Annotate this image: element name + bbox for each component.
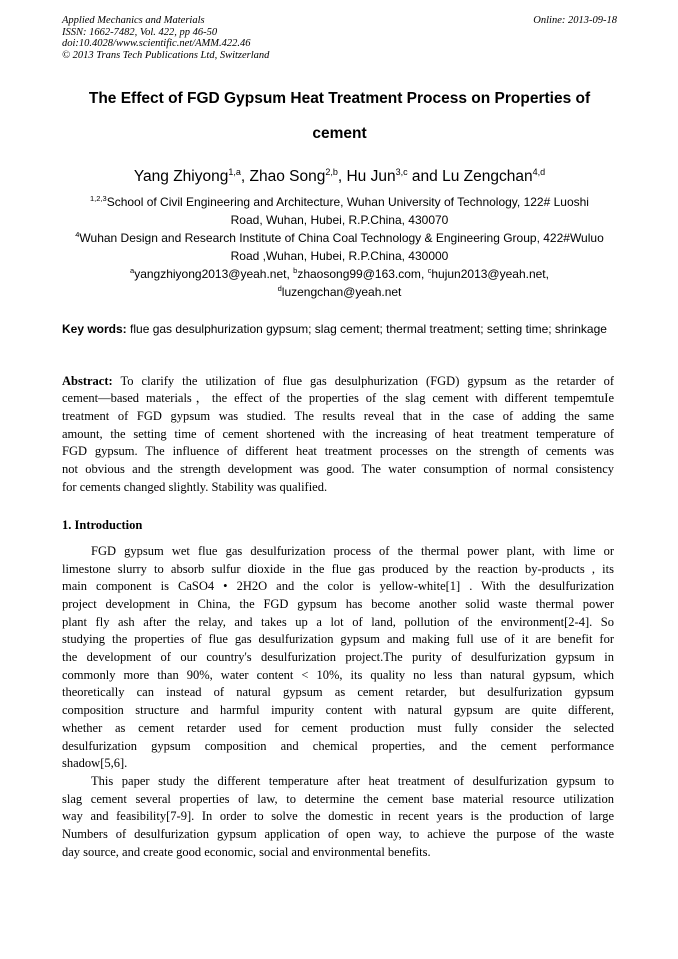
abstract-line: cement—based materials，the effect of the properties of the slag cement with different tempemtuIe xyxy=(62,391,614,405)
doi-line: doi:10.4028/www.scientific.net/AMM.422.46 xyxy=(62,38,251,50)
affiliation-2-line-1 xyxy=(62,230,617,247)
online-date: Online: 2013-09-18 xyxy=(533,15,617,26)
abstract-line: not obvious and the strength development was good. The water consumption of normal consistency xyxy=(62,462,614,476)
email-line-2 xyxy=(62,284,617,301)
paper-title-line-1: The Effect of FGD Gypsum Heat Treatment Process on Properties of xyxy=(88,90,591,107)
journal-header xyxy=(62,15,617,61)
issn-line: ISSN: 1662-7482, Vol. 422, pp 46-50 xyxy=(62,26,218,38)
abstract-label: Abstract: xyxy=(62,374,113,388)
section-heading-introduction: 1. Introduction xyxy=(62,518,143,532)
affiliation-1-line-2: Road, Wuhan, Hubei, R.P.China, 430070 xyxy=(230,213,449,227)
abstract-line: FGD gypsum. The influence of different heat treatment processes on the strength of cements was xyxy=(62,444,614,458)
email-sup: b xyxy=(293,266,298,275)
paragraph-line: studying the properties of flue gas desulfurization gypsum and making full use of it are benefit for xyxy=(62,632,614,646)
author-separator: , xyxy=(337,168,347,185)
author-name: Yang Zhiyong xyxy=(133,168,229,185)
author-separator: , xyxy=(240,168,250,185)
paper-title-line-2: cement xyxy=(312,125,367,142)
paragraph-line: plant fly ash after the relay, and takes up a lot of land, pollution of the environment[2-4]. So xyxy=(62,615,614,629)
abstract-text: To clarify the utilization of flue gas desulphurization (FGD) gypsum as the retarder of xyxy=(120,374,614,388)
keywords xyxy=(62,320,614,338)
email-sup: d xyxy=(277,284,282,293)
abstract-line: treatment of FGD gypsum was studied. The results reveal that in the case of adding the same xyxy=(62,409,614,423)
email-separator: , xyxy=(286,267,294,281)
paragraph-line: desulfurization gypsum composition and chemical properties, and the cement performance xyxy=(62,739,614,753)
paragraph-line: whether as cement retarder used for cement production must fully consider the selected xyxy=(62,721,614,735)
affiliation-1-line-1 xyxy=(62,194,617,211)
author-name: Hu Jun xyxy=(346,168,396,185)
author-list xyxy=(62,167,617,187)
paragraph-line: limestone slurry to absorb sulfur dioxide in the flue gas produced by the reaction by-products , its xyxy=(62,562,614,576)
paragraph-line: This paper study the different temperature after heat treatment of desulfurization gypsum to xyxy=(91,774,614,788)
email-line-1 xyxy=(62,266,617,283)
abstract-line xyxy=(62,373,614,390)
copyright-line: © 2013 Trans Tech Publications Ltd, Switzerland xyxy=(62,49,270,61)
affiliation-sup: 4 xyxy=(75,230,80,239)
paragraph-line: commonly more than 90%, water content < 10%, its quality no less than natural gypsum, which xyxy=(62,668,614,682)
author-name: Zhao Song xyxy=(249,168,326,185)
author-name: Lu Zengchan xyxy=(442,168,533,185)
paragraph-line: day source, and create good economic, social and environmental benefits. xyxy=(62,845,431,859)
abstract-line: amount, the setting time of cement shortened with the increasing of heat treatment temperature of xyxy=(62,427,614,441)
paragraph-line: composition structure and harmful impurity content with natural gypsum are quite different, xyxy=(62,703,614,717)
email-address: yangzhiyong2013@yeah.net xyxy=(134,267,287,281)
paragraph-line: way and feasibility[7-9]. In order to solve the domestic in recent years is the production of large xyxy=(62,809,614,823)
affiliation-2-line-2: Road ,Wuhan, Hubei, R.P.China, 430000 xyxy=(230,249,449,263)
email-sup: c xyxy=(427,266,432,275)
paragraph-line: slag cement several properties of law, to determine the cement base material resource utilization xyxy=(62,792,614,806)
affiliation-text: Wuhan Design and Research Institute of China Coal Technology & Engineering Group, 422#Wuluo xyxy=(79,231,604,245)
keywords-text: flue gas desulphurization gypsum; slag cement; thermal treatment; setting time; shrinkage xyxy=(130,322,607,336)
author-sup: 1,a xyxy=(228,167,241,177)
affiliation-sup: 1,2,3 xyxy=(90,194,107,203)
paragraph-line: project development in China, the FGD gypsum has become another solid waste thermal power xyxy=(62,597,614,611)
email-address: luzengchan@yeah.net xyxy=(281,285,402,299)
paragraph-line: Numbers of desulfurization gypsum application of open way, to achieve the purpose of the waste xyxy=(62,827,614,841)
paragraph-line: theoretically can instead of natural gypsum as cement retarder, but desulfurization gypsum xyxy=(62,685,614,699)
paragraph-line: main component is CaSO4 • 2H2O and the color is yellow-white[1] . With the desulfurization xyxy=(62,579,614,593)
author-sup: 3,c xyxy=(395,167,408,177)
abstract-line: for cements changed slightly. Stability was qualified. xyxy=(62,480,328,494)
author-sup: 2,b xyxy=(325,167,338,177)
paragraph-line: the development of our country's desulfurization project.The purity of desulfurization gypsum in xyxy=(62,650,614,664)
author-separator: and xyxy=(407,168,443,185)
email-address: hujun2013@yeah.net xyxy=(431,267,546,281)
email-address: zhaosong99@163.com xyxy=(297,267,421,281)
email-separator: , xyxy=(545,267,549,281)
paragraph-line: FGD gypsum wet flue gas desulfurization process of the thermal power plant, with lime or xyxy=(91,544,614,558)
journal-name: Applied Mechanics and Materials xyxy=(62,15,205,26)
paragraph-line: shadow[5,6]. xyxy=(62,756,128,770)
keywords-label: Key words: xyxy=(62,322,127,336)
email-sup: a xyxy=(130,266,135,275)
affiliation-text: School of Civil Engineering and Architecture, Wuhan University of Technology, 122# Luoshi xyxy=(106,195,589,209)
author-sup: 4,d xyxy=(532,167,546,177)
email-separator: , xyxy=(420,267,428,281)
